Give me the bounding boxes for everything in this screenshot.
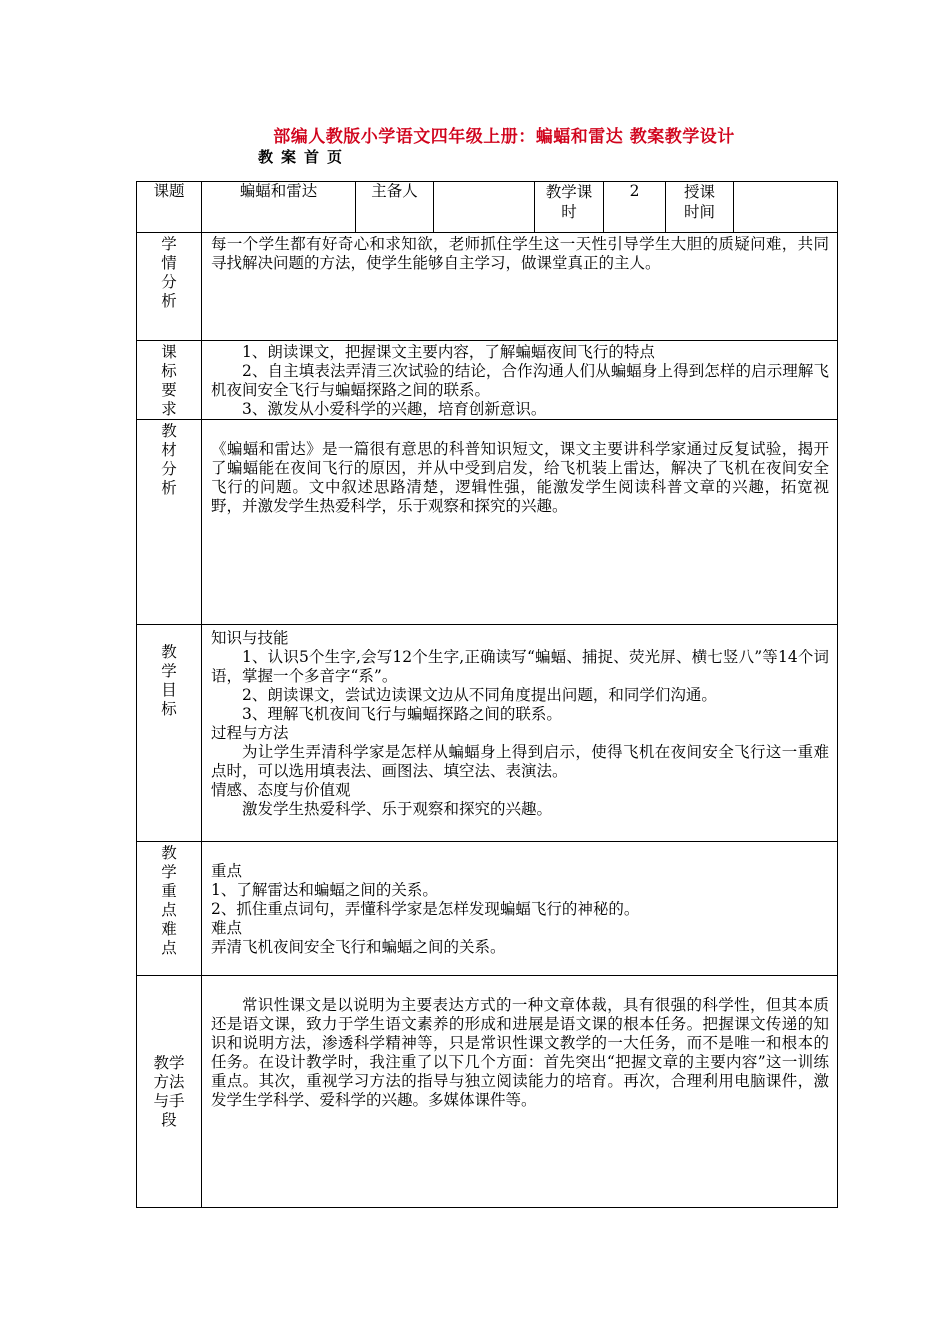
paragraph: 重点 (211, 862, 243, 880)
paragraph: 1、了解雷达和蝙蝠之间的关系。 (211, 881, 438, 899)
row-textbook-analysis (137, 420, 838, 625)
row-label-text: 课标要求 (161, 343, 177, 418)
topic-label: 课题 (137, 182, 202, 233)
row-label-text: 教学目标 (161, 643, 177, 718)
row-content (202, 625, 838, 842)
row-label-text: 教学方法与手段 (153, 1053, 185, 1129)
paragraph: 激发学生热爱科学、乐于观察和探究的兴趣。 (242, 800, 553, 818)
paragraph: 3、激发从小爱科学的兴趣，培育创新意识。 (242, 400, 547, 418)
row-label (137, 420, 202, 625)
row-content (202, 842, 838, 976)
paragraph: 2、朗读课文，尝试边读课文边从不同角度提出问题，和同学们沟通。 (242, 686, 717, 704)
row-label-text: 教学重点难点 (161, 844, 177, 957)
time-value (734, 182, 838, 233)
row-label (137, 625, 202, 842)
row-teaching-methods (137, 976, 838, 1208)
paragraph: 每一个学生都有好奇心和求知欲，老师抓住学生这一天性引导学生大胆的质疑问难，共同寻找解决问题的方法，使学生能够自主学习，做课堂真正的主人。 (211, 235, 829, 272)
row-content (202, 233, 838, 341)
row-key-points (137, 842, 838, 976)
paragraph: 情感、态度与价值观 (211, 781, 351, 799)
row-teaching-objectives (137, 625, 838, 842)
row-content (202, 420, 838, 625)
preparer-value (434, 182, 535, 233)
paragraph: 1、认识5个生字,会写12个生字,正确读写“蝙蝠、捕捉、荧光屏、横七竖八”等14个词语，掌握一个多音字“系”。 (211, 648, 829, 685)
paragraph: 2、自主填表法弄清三次试验的结论，合作沟通人们从蝙蝠身上得到怎样的启示理解飞机夜间安全飞行与蝙蝠探路之间的联系。 (211, 362, 829, 399)
document-title: 部编人教版小学语文四年级上册：蝙蝠和雷达 教案教学设计 (273, 127, 735, 147)
row-label (137, 976, 202, 1208)
paragraph: 弄清飞机夜间安全飞行和蝙蝠之间的关系。 (211, 938, 506, 956)
paragraph: 3、理解飞机夜间飞行与蝙蝠探路之间的联系。 (242, 705, 562, 723)
paragraph: 2、抓住重点词句，弄懂科学家是怎样发现蝙蝠飞行的神秘的。 (211, 900, 640, 918)
row-curriculum-requirements (137, 341, 838, 420)
document-subtitle: 教案首页 (258, 148, 351, 166)
lesson-plan-table (136, 181, 838, 1208)
row-label (137, 842, 202, 976)
time-label: 授课时间 (666, 182, 734, 233)
row-student-analysis (137, 233, 838, 341)
paragraph: 过程与方法 (211, 724, 289, 742)
topic-value: 蝙蝠和雷达 (202, 182, 356, 233)
periods-value: 2 (604, 182, 666, 233)
row-label (137, 341, 202, 420)
row-label-text: 教材分析 (161, 422, 177, 497)
row-content (202, 341, 838, 420)
periods-label: 教学课时 (535, 182, 604, 233)
paragraph: 1、朗读课文，把握课文主要内容，了解蝙蝠夜间飞行的特点 (242, 343, 655, 361)
paragraph: 知识与技能 (211, 629, 289, 647)
paragraph: 常识性课文是以说明为主要表达方式的一种文章体裁，具有很强的科学性，但其本质还是语文课，致力于学生语文素养的形成和进展是语文课的根本任务。把握课文传递的知识和说明方法，渗透科学精神等，只是常识性课文教学的一大任务，而不是唯一和根本的任务。在设计教学时，我注重了以下几个方面：首先突出“把握文章的主要内容”这一训练重点。其次，重视学习方法的指导与独立阅读能力的培育。再次，合理利用电脑课件，激发学生学科学、爱科学的兴趣。多媒体课件等。 (211, 996, 829, 1109)
row-label-text: 学情分析 (161, 235, 177, 310)
row-content (202, 976, 838, 1208)
row-label (137, 233, 202, 341)
preparer-label: 主备人 (356, 182, 434, 233)
header-row (137, 182, 838, 233)
paragraph: 为让学生弄清科学家是怎样从蝙蝠身上得到启示，使得飞机在夜间安全飞行这一重难点时，可以选用填表法、画图法、填空法、表演法。 (211, 743, 829, 780)
paragraph: 《蝙蝠和雷达》是一篇很有意思的科普知识短文，课文主要讲科学家通过反复试验，揭开了蝙蝠能在夜间飞行的原因，并从中受到启发，给飞机装上雷达，解决了飞机在夜间安全飞行的问题。文中叙述思路清楚，逻辑性强，能激发学生阅读科普文章的兴趣，拓宽视野，并激发学生热爱科学，乐于观察和探究的兴趣。 (211, 440, 829, 515)
paragraph: 难点 (211, 919, 243, 937)
